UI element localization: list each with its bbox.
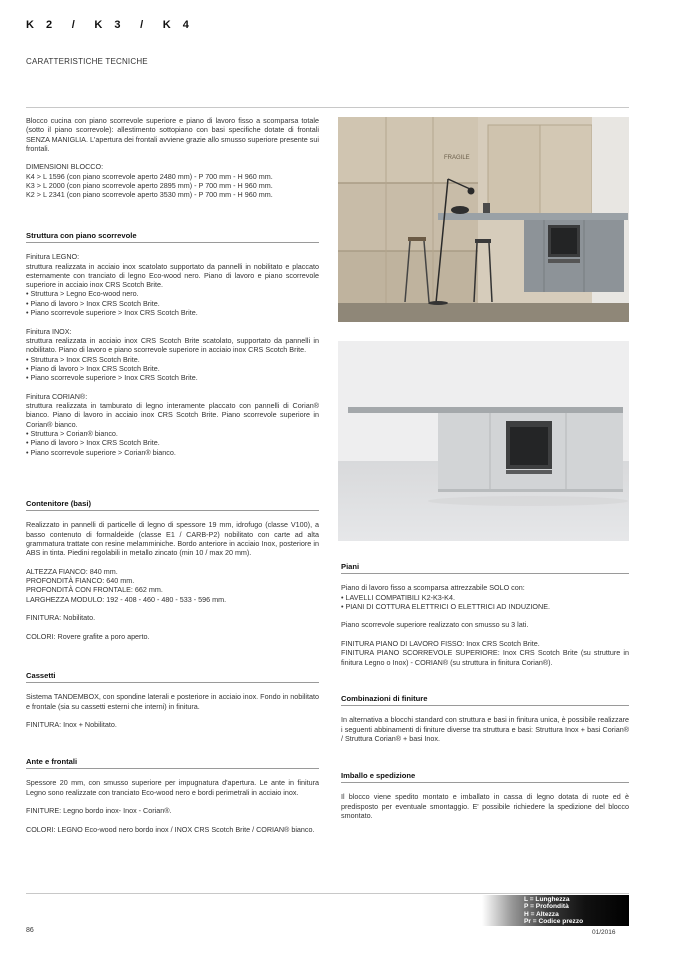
measure-profondita-frontale: PROFONDITÀ CON FRONTALE: 662 mm.: [26, 585, 163, 595]
section-title-struttura: Struttura con piano scorrevole: [26, 231, 319, 243]
left-column: [26, 116, 319, 200]
finitura-corian-text: struttura realizzata in tamburato di legno interamente placcato con pannelli di Corian® bianco. Piano di lavoro in acciaio inox CRS Scotch Brite. Piano scorrevole superiore in Corian® bianco.: [26, 401, 319, 429]
kitchen-photo-white-studio: [338, 341, 629, 541]
finitura-corian-title: Finitura CORIAN®:: [26, 391, 88, 401]
ante-colori: COLORI: LEGNO Eco-wood nero bordo inox / INOX CRS Scotch Brite / CORIAN® bianco.: [26, 824, 315, 834]
legend-codice-prezzo: Pr = Codice prezzo: [524, 918, 584, 926]
measure-profondita: PROFONDITÀ FIANCO: 640 mm.: [26, 576, 135, 586]
section-piani: [341, 562, 629, 667]
section-title-cassetti: Cassetti: [26, 671, 319, 683]
section-ante: [26, 757, 319, 834]
list-item: • PIANI DI COTTURA ELETTRICI O ELETTRICI AD INDUZIONE.: [341, 601, 550, 611]
piani-finitura-fisso: FINITURA PIANO DI LAVORO FISSO: Inox CRS Scotch Brite.: [341, 639, 540, 649]
dimension-k4: K4 > L 1596 (con piano scorrevole aperto 2480 mm) - P 700 mm - H 960 mm.: [26, 171, 273, 181]
list-item: • Struttura > Inox CRS Scotch Brite.: [26, 354, 140, 364]
finitura-legno-text: struttura realizzata in acciaio inox scatolato supportato da pannelli in nobilitato e placcato esternamente con tranciato di legno Eco-wood nero. Piano di lavoro e piano scorrevole superiore in acciaio inox CRS Scotch Brite.: [26, 261, 319, 290]
section-title-contenitore: Contenitore (basi): [26, 499, 319, 511]
intro-paragraph: Blocco cucina con piano scorrevole superiore e piano di lavoro fisso a scomparsa totale (sotto il piano scorrevole): allestimento sottopiano con basi specifiche dotate di frontali SENZA MANIGLIA. L'apertura dei frontali avviene grazie allo smusso superiore presente sui frontali.: [26, 116, 319, 153]
finitura-inox-title: Finitura INOX:: [26, 326, 72, 336]
section-cassetti: [26, 671, 319, 729]
dimension-k3: K3 > L 2000 (con piano scorrevole aperto 2895 mm) - P 700 mm - H 960 mm.: [26, 181, 273, 191]
edition-date: 01/2016: [592, 929, 616, 936]
cassetti-text: Sistema TANDEMBOX, con spondine laterali e posteriore in acciaio inox. Fondo in nobilitato e frontale (sia su cassetti esterni che interni) in finitura.: [26, 692, 319, 711]
list-item: • Struttura > Legno Eco-wood nero.: [26, 289, 139, 299]
cassetti-finitura: FINITURA: Inox + Nobilitato.: [26, 720, 117, 730]
section-contenitore: [26, 499, 319, 641]
finitura-legno-title: Finitura LEGNO:: [26, 252, 80, 262]
list-item: • Piano di lavoro > Inox CRS Scotch Brite.: [26, 363, 160, 373]
section-struttura: [26, 231, 319, 457]
section-title-imballo: Imballo e spedizione: [341, 771, 629, 783]
combinazioni-text: In alternativa a blocchi standard con struttura e basi in finitura unica, è possibile realizzare i seguenti abbinamenti di finiture diverse tra struttura e basi: Struttura Inox + basi Corian® / Struttura Corian® + basi Inox.: [341, 715, 629, 743]
contenitore-text: Realizzato in pannelli di particelle di legno di spessore 19 mm, idrofugo (classe V100), a basso contenuto di formaldeide (classe E1 / CARB-P2) nobilitato con carte ad alta grammatura trattate con resine melamminiche. Bordo anteriore in acciaio Inox, posteriore in ABS in tinta. Piedini regolabili in metallo zincato (min 10 / max 20 mm).: [26, 520, 319, 558]
kitchen-photo-wood-crates: [338, 117, 629, 322]
legend-profondita: P = Profondità: [524, 903, 569, 911]
measure-larghezza: LARGHEZZA MODULO: 192 - 408 - 460 - 480 - 533 - 596 mm.: [26, 594, 227, 604]
legend-box: [482, 895, 629, 926]
section-title-ante: Ante e frontali: [26, 757, 319, 769]
list-item: • Piano scorrevole superiore > Inox CRS Scotch Brite.: [26, 373, 198, 383]
list-item: • Piano scorrevole superiore > Inox CRS Scotch Brite.: [26, 308, 198, 318]
list-item: • Piano di lavoro > Inox CRS Scotch Brite.: [26, 298, 160, 308]
page-number: 86: [26, 927, 34, 934]
list-item: • Piano di lavoro > Inox CRS Scotch Brite.: [26, 438, 160, 448]
header-divider: [26, 107, 629, 108]
section-combinazioni: [341, 694, 629, 743]
ante-finiture: FINITURE: Legno bordo inox- Inox - Corian®.: [26, 806, 172, 816]
section-title-combinazioni: Combinazioni di finiture: [341, 694, 629, 706]
piani-smusso: Piano scorrevole superiore realizzato con smusso su 3 lati.: [341, 620, 529, 630]
imballo-text: Il blocco viene spedito montato e imballato in cassa di legno dotata di ruote ed è predisposto per eventuale smontaggio. E' possibile richiedere la spedizione del blocco smontato.: [341, 792, 629, 820]
finitura-inox-text: struttura realizzata in acciaio inox CRS Scotch Brite scatolato, supportato da pannelli in nobilitato. Piano di lavoro e piano scorrevole superiore in acciaio inox CRS Scotch Brite.: [26, 335, 319, 355]
measure-altezza: ALTEZZA FIANCO: 840 mm.: [26, 566, 118, 576]
section-title-piani: Piani: [341, 562, 629, 574]
dimensions-title: DIMENSIONI BLOCCO:: [26, 162, 104, 172]
section-imballo: [341, 771, 629, 820]
ante-text: Spessore 20 mm, con smusso superiore per impugnatura d'apertura. Le ante in finitura Legno sono realizzate con tranciato Eco-wood nero e bordi perimetrali in acciaio inox.: [26, 778, 319, 797]
piani-text: Piano di lavoro fisso a scomparsa attrezzabile SOLO con:: [341, 583, 525, 593]
legend-lunghezza: L = Lunghezza: [524, 896, 570, 903]
page-title: K 2 / K 3 / K 4: [26, 19, 194, 31]
crate-label: FRAGILE: [444, 155, 470, 161]
footer-divider: [26, 893, 629, 894]
contenitore-finitura: FINITURA: Nobilitato.: [26, 613, 96, 623]
list-item: • Piano scorrevole superiore > Corian® bianco.: [26, 447, 176, 457]
dimension-k2: K2 > L 2341 (con piano scorrevole aperto 3530 mm) - P 700 mm - H 960 mm.: [26, 190, 273, 200]
legend-altezza: H = Altezza: [524, 910, 559, 918]
list-item: • Struttura > Corian® bianco.: [26, 428, 118, 438]
piani-finitura-scorrevole: FINITURA PIANO SCORREVOLE SUPERIORE: Inox CRS Scotch Brite (su strutture in finitura Legno o Inox) - CORIAN® (su struttura in finitura Corian®).: [341, 648, 629, 667]
page-subtitle: CARATTERISTICHE TECNICHE: [26, 57, 148, 66]
list-item: • LAVELLI COMPATIBILI K2-K3-K4.: [341, 592, 455, 602]
contenitore-colori: COLORI: Rovere grafite a poro aperto.: [26, 631, 150, 641]
